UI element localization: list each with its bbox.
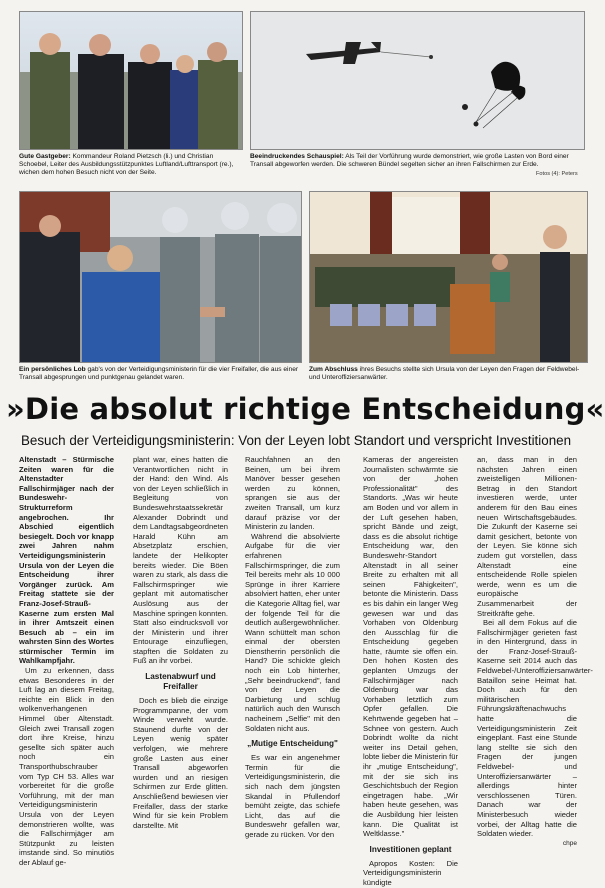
- article-paragraph: Kameras der angereisten Journalisten schwärmte sie von der „hohen Professionalität" des Standorts. „Was wir heute am Boden und vor allem in der Luft gesehen haben, spricht Bände und zeigt, dass es die absolut richtige Entscheidung war, den Bundeswehr-Standort Altenstadt in all seiner Breite zu erhalten mit all seinen Fähigkeiten", betonte die Ministerin. Dass es bis dahin ein langer Weg gewesen war und das Vorhaben von Oldenburg den Ausschlag für die Entscheidung gegeben hatte, räumte sie offen ein. Den hohen Kosten des geplanten Umzugs der Fallschirmjäger nach Oldenburg war das Vorhaben letztlich zum Opfer gefallen. Die Kehrtwende gegeben hat – Schnee von gestern. Auch Dobrindt wollte da nicht weiter ins Detail gehen, lobte lieber die Ministerin für ihr „mutige Entscheidung", mit der sie sich ins Geschichtsbuch der Region eingetragen habe. „Wir haben heute gesehen, was die Ausbildung hier leisten kann. Die Qualität ist Weltklasse.": [363, 455, 458, 839]
- article-subheading: Lastenabwurf und Freifaller: [145, 672, 216, 692]
- photo-hosts: [19, 11, 243, 150]
- headline: »Die absolut richtige Entscheidung«: [6, 392, 605, 426]
- photo-questions-image: [310, 192, 587, 362]
- photo-airdrop-caption: Beeindruckendes Schauspiel: Als Teil der Vorführung wurde demonstriert, wie große Lasten von Bord einer Transall abgeworfen werden. Die schweren Bündel segelten sicher an ihren Fallschirmen zur Erde.: [250, 153, 569, 168]
- article-column-5: [477, 455, 593, 847]
- photo-questions: [309, 191, 588, 363]
- photo-praise-caption: Ein persönliches Lob gab's von der Verteidigungsministerin für die vier Freifaller, die aus einer Transall abgesprungen und punktgenau gelandet waren.: [19, 366, 299, 381]
- article-subheading: „Mutige Entscheidung": [247, 739, 338, 749]
- article-paragraph: Es war ein angenehmer Termin für die Verteidigungsministerin, die sich nach dem jüngsten Skandal in Pfullendorf bemüht zeigte, das schiefe Licht, das auf die Bundeswehr gefallen war, gerade zu rücken. Vor den: [245, 753, 340, 839]
- article-paragraph: Während die absolvierte Aufgabe für die vier erfahrenen Fallschirmspringer, die zum Teil bereits mehr als 10 000 Sprünge in ihrer Karriere absolviert hatten, eher unter die Kategorie Alltag fiel, war der folgende Teil für die deutlich außergewöhnlicher. Wann schüttelt man schon einmal der obersten Dienstherrin persönlich die Hand? Die schickte gleich noch ein Lob hinterher, „Sehr beeindruckend", fand von der Leyen die Darbietung und schlug natürlich auch den Wunsch nacheinem „Selfie" mit den Soldaten nicht aus.: [245, 531, 340, 733]
- article-paragraph: Um zu erkennen, dass etwas Besonderes in der Luft lag an diesem Freitag, reichte ein Blick in den wolkenverhangenen Himmel über Altenstadt. Gleich zwei Transall zogen dort ihre Kreise, hinzu gesellte sich später auch noch ein Transporthubschrauber vom Typ CH 53. Alles war vorbereitet für die große Vorführung, mit der man Verteidigungsministerin Ursula von der Leyen demonstrieren wollte, was die Fallschirmjäger am Stützpunkt zu leisten imstande sind. So minutiös der Ablauf ge-: [19, 666, 114, 867]
- article-paragraph: plant war, eines hatten die Verantwortlichen nicht in der Hand: den Wind. Als von der Leyen schließlich in Begleitung von Bundeswehrstaatssekretär Alexander Dobrindt und dem Landtagsabgeordneten Harald Kühn am Absetzplatz erschien, landete der Helikopter bereits wieder. Die Böen waren zu stark, als dass die Fallschirmspringer wie geplant mit automatischer Auslösung aus der Maschine springen konnten. Statt also eindrucksvoll vor der Ministerin und ihrer Entourage einzufliegen, stapften die Soldaten zu Fuß an ihr vorbei.: [133, 455, 228, 666]
- article-column-3: [245, 455, 340, 839]
- article-subheading: Investitionen geplant: [369, 844, 452, 854]
- article-paragraph: an, dass man in den nächsten Jahren einen zweistelligen Millionen-Betrag in den Standort investieren werde, unter anderem für den Bau eines neuen Wirtschaftsgebäudes. Die Zukunft der Kaserne sei damit gesichert, betonte von der Leyen. Sie könne sich zudem gut vorstellen, dass Altenstadt eine entscheidende Rolle spielen werde, wenn es um die europäische Zusammenarbeit der Streitkräfte gehe.: [477, 455, 577, 618]
- article-column-1: [19, 455, 114, 867]
- article-column-2: [133, 455, 228, 830]
- photo-praise: [19, 191, 302, 363]
- photo-credit: Fotos (4): Peters: [536, 171, 578, 177]
- photo-praise-image: [20, 192, 301, 362]
- photo-hosts-image: [20, 12, 242, 149]
- subheadline: Besuch der Verteidigungsministerin: Von der Leyen lobt Standort und verspricht Investitionen: [20, 433, 572, 448]
- article-paragraph: Apropos Kosten: Die Verteidigungsministerin kündigte: [363, 858, 458, 887]
- photo-airdrop-image: [251, 12, 584, 149]
- photo-questions-caption: Zum Abschluss ihres Besuchs stellte sich Ursula von der Leyen den Fragen der Feldwebel- und Unteroffiziersanwärter.: [309, 366, 580, 381]
- photo-hosts-caption: Gute Gastgeber: Kommandeur Roland Pietzsch (li.) und Christian Schoebel, Leiter des Ausbildungsstützpunktes Luftland/Lufttransport (re.), wichen dem hohen Besuch nicht von der Seite.: [19, 153, 234, 176]
- article-paragraph: Bei all dem Fokus auf die Fallschirmjäger gerieten fast in den Hintergrund, dass in der Franz-Josef-Strauß-Kaserne seit 2014 auch das Feldwebel-/Unteroffiziersanwärter-Bataillon seine Heimat hat. Doch auch für den militärischen Führungskräftenachwuchs hatte die Verteidigungsministerin Zeit eingeplant. Fast eine Stunde lang stellte sie sich den Fragen der jungen Feldwebel- und Unteroffiziersanwärter – allerdings hinter verschlossenen Türen. Danach war der Ministerbesuch wieder vorbei, der Alltag hatte die Soldaten wieder.: [477, 618, 593, 839]
- article-lead: Altenstadt – Stürmische Zeiten waren für die Altenstadter Fallschirmjäger nach der Bundeswehr-Strukturreform angebrochen. Ihr Abschied eigentlich besiegelt. Doch vor knapp zwei Jahren nahm Verteidigungsministerin Ursula von der Leyen die Entscheidung ihrer Vorgänger zurück. Am Freitag stattete sie der Franz-Josef-Strauß-Kaserne zum ersten Mal in ihrer Amtszeit einen Besuch ab – ein im wahrsten Sinn des Wortes stürmischer Termin im Wahlkampfjahr.: [19, 455, 114, 666]
- article-paragraph: Doch es blieb die einzige Programmpanne, der vom Winde verweht wurde. Staunend durfte von der Leyen wenig später verfolgen, wie mehrere große Lasten aus einer Transall abgeworfen wurden und an riesigen Schirmen zur Erde glitten. Anschließend bewiesen vier Freifaller, dass der starke Wind für sie kein Problem darstellte. Mit: [133, 696, 228, 830]
- author-signature: chpe: [562, 839, 577, 847]
- article-paragraph: Rauchfahnen an den Beinen, um bei ihrem Manöver besser gesehen werden zu können, sprangen sie aus der zweiten Transall, um kurz darauf präzise vor der Ministerin zu landen.: [245, 455, 340, 532]
- article-column-4: [363, 455, 458, 887]
- photo-airdrop: [250, 11, 585, 150]
